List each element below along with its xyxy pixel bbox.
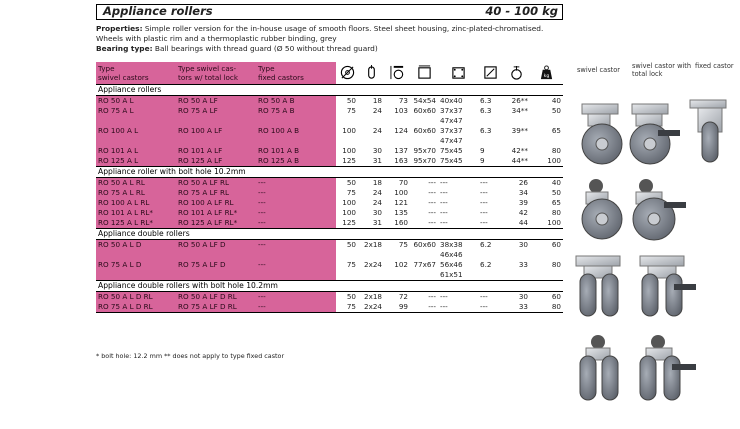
table-cell: 42** bbox=[511, 146, 528, 155]
table-cell: --- bbox=[440, 292, 448, 301]
table-cell: RO 75 A LF RL bbox=[176, 188, 256, 198]
table-cell: 80 bbox=[551, 146, 561, 155]
table-cell bbox=[384, 270, 410, 281]
table-cell: --- bbox=[480, 198, 488, 207]
table-cell: RO 100 A LF RL bbox=[176, 198, 256, 208]
table-cell: RO 101 A LF bbox=[176, 146, 256, 156]
table-cell: 100 bbox=[547, 218, 561, 227]
header-lock-type: Type swivel cas- bbox=[178, 64, 237, 73]
caption-swivel: swivel castor bbox=[577, 66, 620, 74]
table-cell: 38x38 bbox=[440, 240, 463, 249]
table-cell: 26 bbox=[518, 178, 528, 187]
table-cell: --- bbox=[440, 178, 448, 187]
header-fixed bbox=[256, 62, 336, 85]
table-cell: RO 100 A LF bbox=[176, 126, 256, 136]
table-cell: --- bbox=[256, 292, 336, 303]
table-cell: 26** bbox=[511, 96, 528, 105]
header-fixed-type: Type bbox=[258, 64, 275, 73]
table-cell: 6.3 bbox=[480, 106, 492, 115]
table-cell bbox=[256, 136, 336, 146]
table-row bbox=[96, 106, 563, 116]
table-cell: 39 bbox=[518, 198, 528, 207]
table-cell bbox=[502, 250, 530, 260]
table-cell bbox=[502, 270, 530, 281]
table-cell bbox=[176, 250, 256, 260]
table-cell: 30 bbox=[372, 208, 382, 217]
table-cell bbox=[358, 136, 384, 146]
table-cell: 124 bbox=[394, 126, 408, 135]
table-cell: RO 75 A L RL bbox=[96, 188, 176, 198]
table-cell: 125 bbox=[342, 218, 356, 227]
section-title: Appliance rollers bbox=[96, 85, 563, 96]
table-cell: RO 101 A L bbox=[96, 146, 176, 156]
bearing-description: Ball bearings with thread guard (Ø 50 without thread guard) bbox=[152, 44, 378, 53]
table-cell bbox=[384, 250, 410, 260]
title-bar bbox=[96, 4, 563, 20]
table-row bbox=[96, 218, 563, 229]
table-cell bbox=[502, 116, 530, 126]
table-cell: --- bbox=[410, 302, 438, 313]
table-cell bbox=[256, 116, 336, 126]
table-cell: 39** bbox=[511, 126, 528, 135]
table-cell: 33 bbox=[518, 260, 528, 269]
table-cell: 80 bbox=[530, 302, 563, 313]
properties-text bbox=[96, 24, 566, 54]
table-cell: --- bbox=[256, 240, 336, 251]
table-cell bbox=[176, 136, 256, 146]
bolt-hole-lock-castor-image bbox=[633, 179, 686, 240]
table-cell bbox=[96, 270, 176, 281]
section-title: Appliance double rollers with bolt hole 10.2mm bbox=[96, 281, 563, 292]
table-cell: 75 bbox=[398, 240, 408, 249]
table-cell bbox=[384, 116, 410, 126]
table-cell: 30 bbox=[518, 292, 528, 301]
table-cell: 6.3 bbox=[480, 96, 492, 105]
table-cell: 75 bbox=[346, 260, 356, 269]
table-cell: --- bbox=[256, 178, 336, 189]
table-row bbox=[96, 292, 563, 303]
table-cell: RO 101 A B bbox=[256, 146, 336, 156]
table-cell: 46x46 bbox=[440, 250, 463, 259]
table-cell: --- bbox=[478, 302, 502, 313]
table-cell: 75 bbox=[336, 302, 358, 313]
table-cell: RO 50 A L RL bbox=[96, 178, 176, 189]
table-row bbox=[96, 96, 563, 107]
properties-description: Simple roller version for the in-house usage of smooth floors. Steel sheet housing, zinc-plated-chromatised. Wheels with plastic rim and a thermoplastic rubber binding, grey bbox=[96, 24, 544, 43]
load-range: 40 - 100 kg bbox=[485, 4, 558, 18]
table-cell: RO 100 A B bbox=[256, 126, 336, 136]
table-cell: --- bbox=[428, 208, 436, 217]
table-cell: 73 bbox=[398, 96, 408, 105]
table-cell: 125 bbox=[342, 156, 356, 165]
table-cell bbox=[410, 116, 438, 126]
table-cell: RO 50 A LF D RL bbox=[176, 292, 256, 303]
table-cell: RO 125 A LF bbox=[176, 156, 256, 167]
table-cell bbox=[358, 250, 384, 260]
table-cell: RO 100 A L bbox=[96, 126, 176, 136]
table-cell: --- bbox=[256, 302, 336, 313]
table-cell: 60 bbox=[551, 292, 561, 301]
table-cell: 37x37 bbox=[440, 106, 463, 115]
table-cell: 99 bbox=[384, 302, 410, 313]
table-cell: 60x60 bbox=[413, 240, 436, 249]
table-row bbox=[96, 116, 563, 126]
table-cell bbox=[336, 250, 358, 260]
table-cell: --- bbox=[480, 178, 488, 187]
table-cell: --- bbox=[256, 260, 336, 270]
table-cell bbox=[478, 136, 502, 146]
header-swivel bbox=[96, 62, 176, 85]
table-cell: 80 bbox=[551, 208, 561, 217]
load-capacity-icon bbox=[530, 62, 563, 85]
table-cell: 47x47 bbox=[440, 136, 463, 145]
table-cell: --- bbox=[256, 188, 336, 198]
table-cell bbox=[478, 270, 502, 281]
table-cell: 34 bbox=[518, 188, 528, 197]
table-cell: --- bbox=[438, 302, 478, 313]
table-cell: 9 bbox=[480, 146, 485, 155]
table-row bbox=[96, 260, 563, 270]
bolt-hole-castor-image bbox=[582, 179, 622, 239]
table-cell: 95x70 bbox=[413, 156, 436, 165]
table-cell: 33 bbox=[502, 302, 530, 313]
table-cell: --- bbox=[480, 208, 488, 217]
table-cell: 50 bbox=[346, 178, 356, 187]
table-cell: RO 125 A B bbox=[256, 156, 336, 167]
table-cell: RO 75 A B bbox=[256, 106, 336, 116]
table-cell bbox=[410, 250, 438, 260]
table-cell: 75x45 bbox=[440, 146, 463, 155]
table-cell: --- bbox=[428, 188, 436, 197]
plate-size-icon bbox=[410, 62, 438, 85]
table-cell: 56x46 bbox=[440, 260, 463, 269]
table-cell: RO 50 A L D bbox=[96, 240, 176, 251]
table-cell: 44 bbox=[518, 218, 528, 227]
table-cell: --- bbox=[480, 292, 488, 301]
table-cell: 60x60 bbox=[413, 126, 436, 135]
table-cell: RO 50 A B bbox=[256, 96, 336, 107]
table-cell bbox=[530, 250, 563, 260]
header-swivel-label: swivel castors bbox=[98, 73, 149, 82]
table-cell: 137 bbox=[394, 146, 408, 155]
table-row bbox=[96, 240, 563, 251]
table-cell: 2x24 bbox=[358, 302, 384, 313]
table-cell: --- bbox=[440, 218, 448, 227]
table-cell: RO 50 A LF RL bbox=[176, 178, 256, 189]
table-cell: RO 50 A L D RL bbox=[96, 292, 176, 303]
table-cell: 47x47 bbox=[440, 116, 463, 125]
table-cell: 102 bbox=[394, 260, 408, 269]
table-cell: 60x60 bbox=[413, 106, 436, 115]
table-cell: --- bbox=[440, 198, 448, 207]
table-cell: 65 bbox=[551, 126, 561, 135]
table-cell: 24 bbox=[372, 126, 382, 135]
table-cell bbox=[256, 250, 336, 260]
table-cell: --- bbox=[256, 218, 336, 229]
table-cell bbox=[256, 270, 336, 281]
table-cell: 100 bbox=[342, 146, 356, 155]
table-cell: 40 bbox=[551, 96, 561, 105]
table-cell: 44** bbox=[511, 156, 528, 165]
table-cell: --- bbox=[428, 292, 436, 301]
table-cell: --- bbox=[440, 208, 448, 217]
table-cell: 100 bbox=[342, 208, 356, 217]
page-title: Appliance rollers bbox=[103, 4, 213, 18]
table-row bbox=[96, 270, 563, 281]
table-cell: 6.2 bbox=[480, 260, 492, 269]
table-cell: 24 bbox=[372, 106, 382, 115]
footnote: * bolt hole: 12.2 mm ** does not apply to type fixed castor bbox=[96, 352, 285, 360]
table-cell: 77x67 bbox=[413, 260, 436, 269]
table-cell: 18 bbox=[372, 178, 382, 187]
table-cell: RO 50 A LF bbox=[176, 96, 256, 107]
caption-total-lock: swivel castor with total lock bbox=[632, 62, 692, 78]
table-cell: 72 bbox=[398, 292, 408, 301]
table-cell: 80 bbox=[551, 260, 561, 269]
bearing-label: Bearing type: bbox=[96, 44, 153, 53]
double-lock-castor-image bbox=[640, 256, 696, 316]
table-cell: --- bbox=[256, 208, 336, 218]
table-cell: RO 100 A L RL bbox=[96, 198, 176, 208]
table-row bbox=[96, 188, 563, 198]
header-swivel-type: Type bbox=[98, 64, 115, 73]
table-cell bbox=[410, 136, 438, 146]
table-cell: --- bbox=[428, 178, 436, 187]
table-cell: 50 bbox=[551, 106, 561, 115]
table-cell: 95x70 bbox=[413, 146, 436, 155]
svg-text:kg: kg bbox=[543, 73, 550, 79]
table-cell: 50 bbox=[346, 96, 356, 105]
table-cell bbox=[358, 270, 384, 281]
table-row bbox=[96, 126, 563, 136]
table-cell: 6.2 bbox=[480, 240, 492, 249]
table-cell bbox=[336, 136, 358, 146]
table-cell: 40x40 bbox=[440, 96, 463, 105]
table-cell: 50 bbox=[346, 292, 356, 301]
table-cell bbox=[502, 136, 530, 146]
section-header bbox=[96, 281, 563, 292]
table-cell: 2x18 bbox=[364, 292, 382, 301]
table-cell bbox=[530, 136, 563, 146]
table-cell: 31 bbox=[372, 218, 382, 227]
section-header bbox=[96, 85, 563, 96]
table-cell bbox=[336, 116, 358, 126]
header-lock-label: tors w/ total lock bbox=[178, 73, 239, 82]
table-cell bbox=[530, 270, 563, 281]
table-cell: --- bbox=[428, 198, 436, 207]
table-cell: RO 75 A LF bbox=[176, 106, 256, 116]
table-row bbox=[96, 198, 563, 208]
table-cell: 18 bbox=[372, 96, 382, 105]
table-cell: 100 bbox=[547, 156, 561, 165]
table-cell: 121 bbox=[394, 198, 408, 207]
double-bolt-hole-castor-image bbox=[580, 335, 618, 400]
table-cell: 30 bbox=[372, 146, 382, 155]
table-cell: 42 bbox=[518, 208, 528, 217]
table-cell: 100 bbox=[394, 188, 408, 197]
table-cell: 40 bbox=[551, 178, 561, 187]
table-cell: 31 bbox=[372, 156, 382, 165]
table-cell: 61x51 bbox=[440, 270, 463, 279]
table-row bbox=[96, 178, 563, 189]
table-cell: 2x18 bbox=[364, 240, 382, 249]
table-cell bbox=[176, 116, 256, 126]
table-cell: 24 bbox=[372, 188, 382, 197]
double-castor-image bbox=[576, 256, 620, 316]
table-cell: 163 bbox=[394, 156, 408, 165]
section-header bbox=[96, 167, 563, 178]
table-cell: --- bbox=[440, 188, 448, 197]
bearing-icon bbox=[502, 62, 530, 85]
header-total-lock bbox=[176, 62, 256, 85]
table-cell: --- bbox=[256, 198, 336, 208]
table-cell: 75 bbox=[346, 106, 356, 115]
table-cell: 34** bbox=[511, 106, 528, 115]
section-title: Appliance roller with bolt hole 10.2mm bbox=[96, 167, 563, 178]
section-header bbox=[96, 229, 563, 240]
table-cell bbox=[478, 116, 502, 126]
table-cell: 54x54 bbox=[413, 96, 436, 105]
table-cell: RO 101 A L RL* bbox=[96, 208, 176, 218]
table-cell bbox=[96, 136, 176, 146]
table-row bbox=[96, 146, 563, 156]
table-cell: 135 bbox=[394, 208, 408, 217]
table-cell: RO 75 A L D bbox=[96, 260, 176, 270]
table-cell bbox=[336, 270, 358, 281]
table-cell: 30 bbox=[518, 240, 528, 249]
wheel-width-icon bbox=[358, 62, 384, 85]
table-cell: 65 bbox=[551, 198, 561, 207]
table-cell: RO 125 A L RL* bbox=[96, 218, 176, 229]
table-cell: 70 bbox=[398, 178, 408, 187]
spec-table bbox=[96, 62, 563, 313]
castor-images bbox=[574, 94, 740, 420]
table-cell: 2x24 bbox=[364, 260, 382, 269]
properties-label: Properties: bbox=[96, 24, 143, 33]
table-cell: 50 bbox=[346, 240, 356, 249]
section-title: Appliance double rollers bbox=[96, 229, 563, 240]
table-row bbox=[96, 208, 563, 218]
table-cell: RO 125 A LF RL* bbox=[176, 218, 256, 229]
table-cell: RO 75 A LF D RL bbox=[176, 302, 256, 313]
table-cell: --- bbox=[480, 218, 488, 227]
table-cell: 160 bbox=[394, 218, 408, 227]
table-cell: 100 bbox=[342, 198, 356, 207]
table-row bbox=[96, 250, 563, 260]
bolt-hole-icon bbox=[478, 62, 502, 85]
caption-fixed: fixed castor bbox=[695, 62, 734, 70]
double-bolt-hole-lock-castor-image bbox=[640, 335, 696, 400]
table-cell: 9 bbox=[480, 156, 485, 165]
table-cell: 24 bbox=[372, 198, 382, 207]
table-cell bbox=[384, 136, 410, 146]
table-row bbox=[96, 302, 563, 313]
table-cell: RO 75 A L D RL bbox=[96, 302, 176, 313]
table-cell bbox=[176, 270, 256, 281]
overall-height-icon bbox=[384, 62, 410, 85]
table-cell: RO 75 A L bbox=[96, 106, 176, 116]
table-cell bbox=[478, 250, 502, 260]
table-cell: 100 bbox=[342, 126, 356, 135]
table-cell: RO 50 A L bbox=[96, 96, 176, 107]
table-cell: 50 bbox=[551, 188, 561, 197]
table-cell: 60 bbox=[551, 240, 561, 249]
table-cell: --- bbox=[428, 218, 436, 227]
table-row bbox=[96, 136, 563, 146]
table-cell: RO 50 A LF D bbox=[176, 240, 256, 251]
table-cell: RO 75 A LF D bbox=[176, 260, 256, 270]
table-cell bbox=[96, 116, 176, 126]
table-cell: 75x45 bbox=[440, 156, 463, 165]
bolt-hole-spacing-icon bbox=[438, 62, 478, 85]
total-lock-castor-image bbox=[630, 104, 680, 164]
table-cell bbox=[410, 270, 438, 281]
table-cell: --- bbox=[480, 188, 488, 197]
header-fixed-label: fixed castors bbox=[258, 73, 304, 82]
table-cell: 6.3 bbox=[480, 126, 492, 135]
table-cell: 37x37 bbox=[440, 126, 463, 135]
swivel-castor-image bbox=[582, 104, 622, 164]
table-cell bbox=[530, 116, 563, 126]
table-cell: 75 bbox=[346, 188, 356, 197]
table-cell: RO 101 A LF RL* bbox=[176, 208, 256, 218]
table-row bbox=[96, 156, 563, 167]
wheel-diameter-icon bbox=[336, 62, 358, 85]
table-cell bbox=[96, 250, 176, 260]
fixed-castor-image bbox=[690, 100, 726, 162]
table-cell: RO 125 A L bbox=[96, 156, 176, 167]
table-cell: 103 bbox=[394, 106, 408, 115]
table-cell bbox=[358, 116, 384, 126]
header-row bbox=[96, 62, 563, 85]
